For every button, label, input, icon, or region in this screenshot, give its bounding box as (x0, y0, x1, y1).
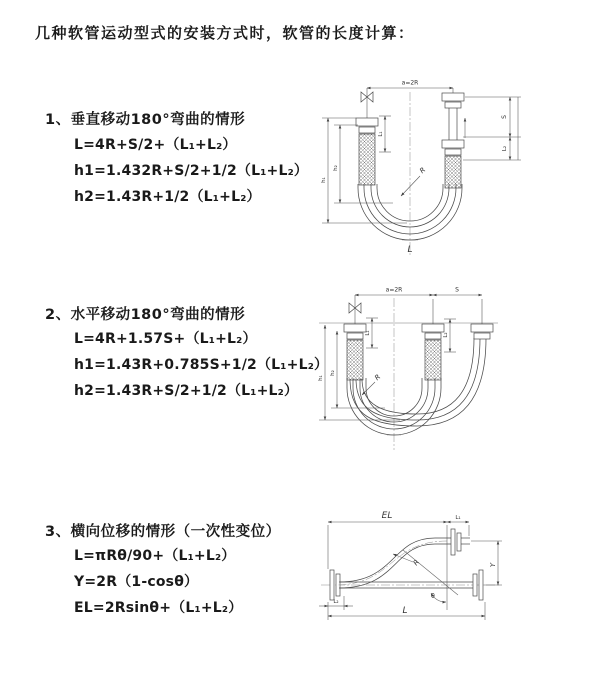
formula-line: h1=1.432R+S/2+1/2（L₁+L₂） (74, 163, 309, 179)
flange (474, 333, 490, 339)
section-2-heading: 2、水平移动180°弯曲的情形 (45, 307, 246, 323)
displaced-hose (335, 538, 451, 588)
flange (471, 324, 493, 332)
formula-line: L=4R+S/2+（L₁+L₂） (74, 137, 237, 153)
flange (359, 127, 375, 133)
dimensions (319, 522, 502, 620)
dim-label-y: Y (489, 562, 497, 568)
page-title: 几种软管运动型式的安装方式时，软管的长度计算： (35, 24, 415, 42)
flange (344, 324, 366, 332)
flange (442, 140, 464, 148)
middle-pipe-assembly (422, 299, 444, 380)
section-1-formulas (74, 132, 308, 210)
flange (445, 149, 461, 155)
dim-label-l2: L₂ (443, 332, 449, 338)
construction-lines (393, 550, 458, 602)
diagram-vertical-180-bend (305, 68, 595, 263)
right-pipe-assembly (442, 88, 465, 188)
dimension-labels (321, 80, 508, 256)
dim-label-h2: h₂ (333, 165, 339, 171)
dim-label-l1: L₁ (455, 515, 461, 521)
section-1-heading: 1、垂直移动180°弯曲的情形 (45, 112, 246, 128)
dim-label-l2: L₂ (502, 145, 508, 152)
dimension-labels (333, 511, 497, 616)
dim-label-h2: h₂ (330, 370, 336, 376)
flange (473, 574, 477, 596)
section-3-formulas (74, 543, 242, 621)
centerline (387, 298, 401, 450)
right-pipe-assembly (471, 299, 493, 339)
flange (445, 102, 461, 108)
dim-label-s: S (455, 286, 459, 294)
radius-leader (362, 382, 375, 395)
radius-label: R (411, 558, 422, 568)
braid-section (445, 156, 461, 188)
left-pipe-assembly (356, 88, 378, 185)
dim-label-l1: L₁ (365, 330, 371, 336)
dim-label-a2r: a=2R (385, 286, 403, 294)
dim-label-h1: h₁ (318, 375, 324, 381)
dim-label-el: EL (381, 511, 393, 521)
flange (457, 533, 461, 551)
formula-line: Y=2R（1-cosθ） (74, 574, 199, 590)
dim-label-l2: L₂ (333, 599, 339, 605)
dimensions (322, 88, 521, 223)
dim-label-l1: L₁ (378, 131, 384, 137)
upper-flange-assembly (451, 529, 470, 555)
dim-label-s: S (501, 115, 508, 119)
braid-section (425, 340, 441, 380)
flange (451, 529, 455, 555)
dim-label-l: L (402, 606, 408, 616)
centerline (402, 92, 418, 256)
dim-label-a2r: a=2R (401, 79, 419, 87)
braid-section (347, 340, 363, 380)
formula-line: L=πRθ/90+（L₁+L₂） (74, 548, 236, 564)
angle-label: θ (431, 593, 435, 600)
flange (330, 570, 334, 600)
diagram-horizontal-180-bend (305, 278, 600, 463)
braid-section (359, 134, 375, 185)
section-2-formulas (74, 326, 328, 404)
radius-leader (393, 554, 413, 562)
section-3-heading: 3、横向位移的情形（一次性变位） (45, 524, 281, 540)
flange (425, 333, 441, 339)
formula-line: L=4R+1.57S+（L₁+L₂） (74, 331, 257, 347)
flange (442, 93, 464, 101)
formula-line: h2=1.43R+1/2（L₁+L₂） (74, 189, 261, 205)
formula-line: EL=2Rsinθ+（L₁+L₂） (74, 600, 243, 616)
flange (356, 118, 378, 126)
flange (347, 333, 363, 339)
left-pipe-assembly (344, 295, 366, 380)
dimensions (319, 295, 482, 420)
diagram-lateral-displacement (295, 498, 600, 643)
flange (422, 324, 444, 332)
dim-label-h1: h₁ (321, 177, 327, 183)
radius-label: R (373, 372, 383, 383)
radius-leader (401, 176, 420, 196)
length-label: L (407, 245, 413, 255)
formula-line: h2=1.43R+S/2+1/2（L₁+L₂） (74, 383, 299, 399)
radius-label: R (418, 165, 428, 176)
formula-line: h1=1.43R+0.785S+1/2（L₁+L₂） (74, 357, 329, 373)
flange (479, 570, 483, 600)
